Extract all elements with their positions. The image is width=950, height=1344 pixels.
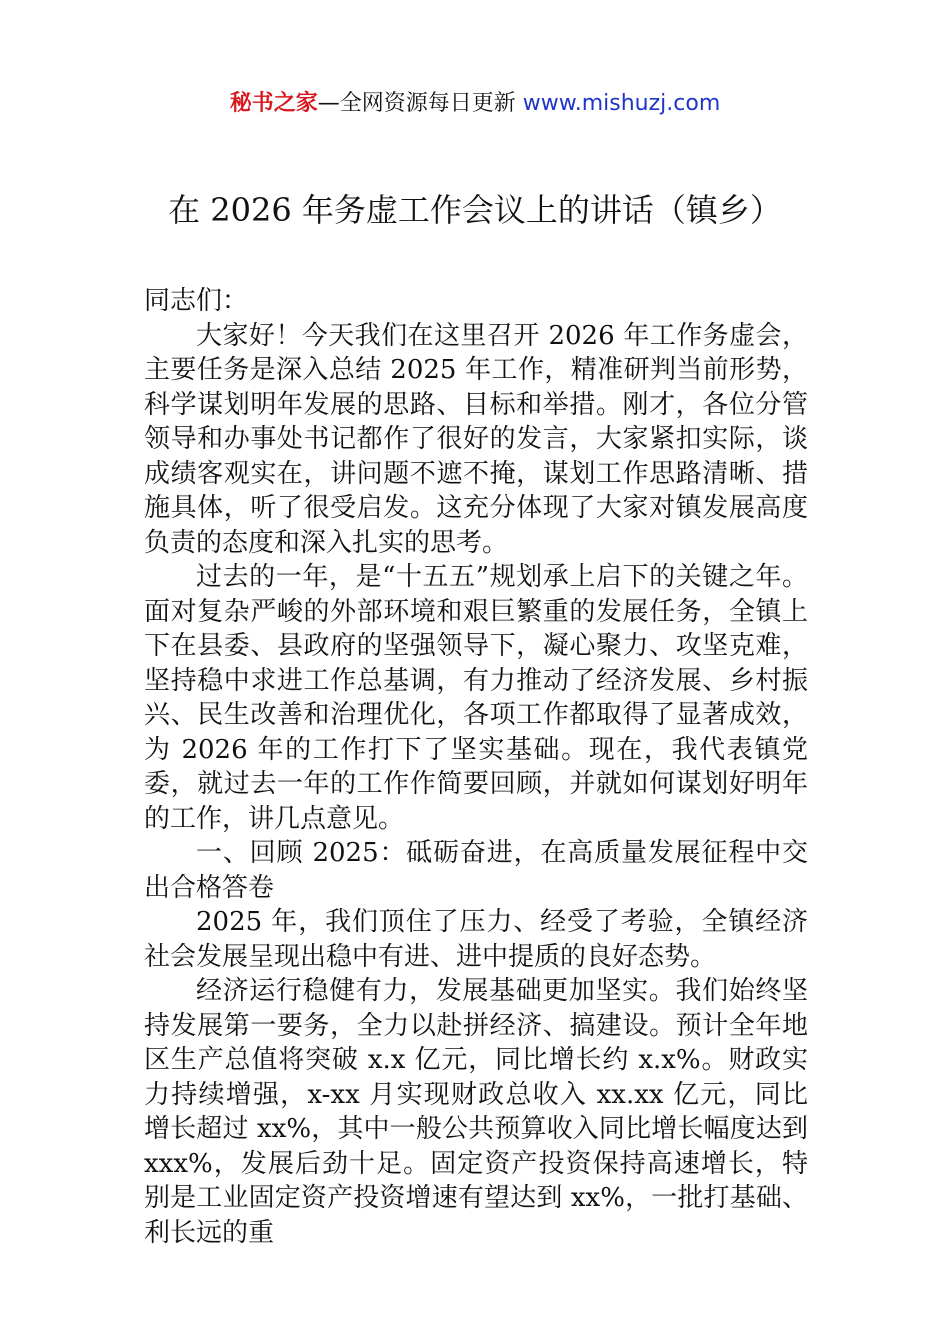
- paragraph-opening: 大家好！今天我们在这里召开 2026 年工作务虚会，主要任务是深入总结 2025 年工作，精准研判当前形势，科学谋划明年发展的思路、目标和举措。刚才，各位分管领导和办事处书记都作了很好的发言，大家紧扣实际，谈成绩客观实在，讲问题不遮不掩，谋划工作思路清晰、措施具体，听了很受启发。这充分体现了大家对镇发展高度负责的态度和深入扎实的思考。: [144, 320, 808, 558]
- site-header: [0, 88, 950, 120]
- site-tagline: —全网资源每日更新: [317, 91, 523, 116]
- site-brand: 秘书之家: [229, 91, 318, 116]
- paragraph-review-intro: 过去的一年，是“十五五”规划承上启下的关键之年。面对复杂严峻的外部环境和艰巨繁重的发展任务，全镇上下在县委、县政府的坚强领导下，凝心聚力、攻坚克难，坚持稳中求进工作总基调，有力推动了经济发展、乡村振兴、民生改善和治理优化，各项工作都取得了显著成效，为 2026 年的工作打下了坚实基础。现在，我代表镇党委，就过去一年的工作作简要回顾，并就如何谋划好明年的工作，讲几点意见。: [144, 562, 808, 834]
- site-url-link[interactable]: www.mishuzj.com: [522, 91, 721, 116]
- paragraph-economy: 经济运行稳健有力，发展基础更加坚实。我们始终坚持发展第一要务，全力以赴拼经济、搞建设。预计全年地区生产总值将突破 x.x 亿元，同比增长约 x.x%。财政实力持续增强，x-xx 月实现财政总收入 xx.xx 亿元，同比增长超过 xx%，其中一般公共预算收入同比增长幅度达到 xxx%，发展后劲十足。固定资产投资保持高速增长，特别是工业固定资产投资增速有望达到 xx%，一批打基础、利长远的重: [144, 976, 808, 1248]
- section-heading-1: 一、回顾 2025：砥砺奋进，在高质量发展征程中交出合格答卷: [144, 838, 808, 903]
- salutation: 同志们：: [144, 286, 249, 316]
- document-title: 在 2026 年务虚工作会议上的讲话（镇乡）: [168, 191, 782, 229]
- document-body: [144, 284, 808, 1250]
- paragraph-2025-summary: 2025 年，我们顶住了压力、经受了考验，全镇经济社会发展呈现出稳中有进、进中提质的良好态势。: [144, 907, 808, 972]
